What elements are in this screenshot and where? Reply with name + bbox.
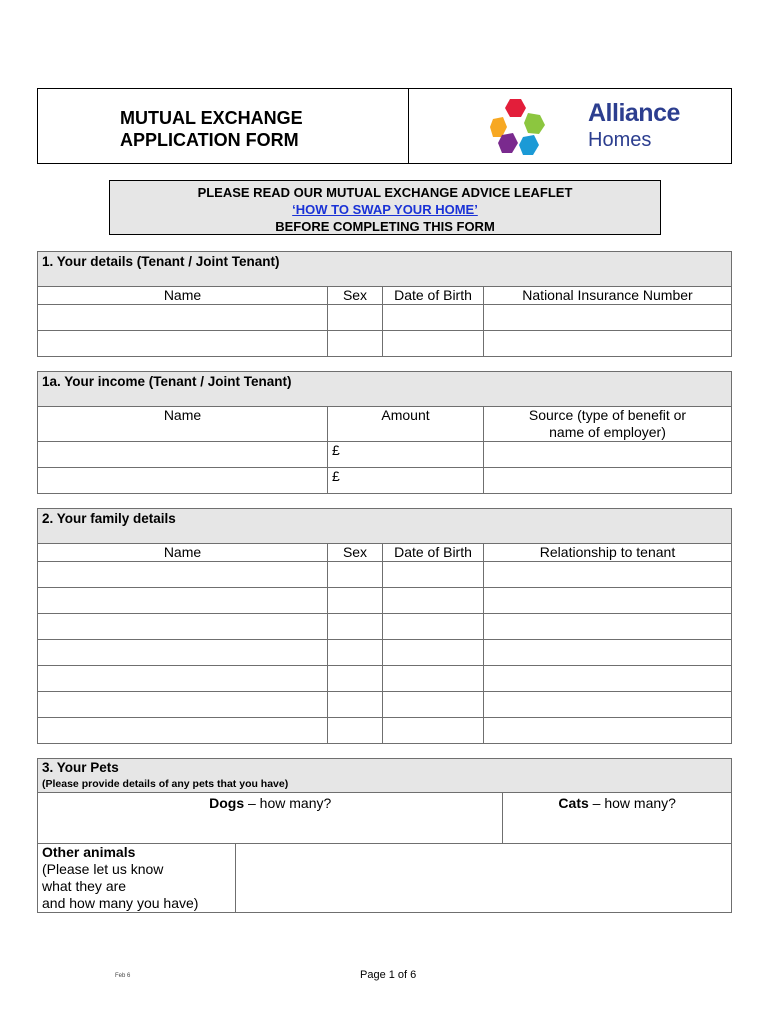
source-field[interactable] [484,442,732,468]
advice-leaflet-link[interactable]: ‘HOW TO SWAP YOUR HOME’ [292,202,478,217]
dob-field[interactable] [383,331,484,357]
section3-header [38,759,732,793]
table-row [38,588,732,614]
sex-field[interactable] [328,692,383,718]
sex-field[interactable] [328,718,383,744]
dob-field[interactable] [383,562,484,588]
section3-subtitle: (Please provide details of any pets that you have) [42,778,289,790]
form-title-cell [38,89,409,163]
table-row [38,666,732,692]
form-header [37,88,732,164]
col-dob: Date of Birth [383,287,484,305]
table-row [38,640,732,666]
name-field[interactable] [38,442,328,468]
relationship-field[interactable] [484,666,732,692]
relationship-field[interactable] [484,718,732,744]
col-source: Source (type of benefit or name of employer) [484,407,732,442]
name-field[interactable] [38,614,328,640]
col-sex: Sex [328,544,383,562]
name-field[interactable] [38,331,328,357]
dob-field[interactable] [383,718,484,744]
family-details-table [37,508,732,744]
col-name: Name [38,407,328,442]
dogs-field[interactable]: Dogs – how many? [38,793,503,844]
amount-field[interactable] [328,468,484,494]
name-field[interactable] [38,718,328,744]
name-field[interactable] [38,692,328,718]
name-field[interactable] [38,666,328,692]
other-animals-label: Other animals (Please let us know what they are and how many you have) [38,844,236,913]
sex-field[interactable] [328,614,383,640]
relationship-field[interactable] [484,692,732,718]
cats-field[interactable]: Cats – how many? [503,793,732,844]
dob-field[interactable] [383,692,484,718]
ni-field[interactable] [484,331,732,357]
advice-line3: BEFORE COMPLETING THIS FORM [275,219,495,234]
name-field[interactable] [38,468,328,494]
section1a-title: 1a. Your income (Tenant / Joint Tenant) [38,372,732,407]
alliance-logo-icon [490,97,580,157]
table-row [38,562,732,588]
currency-symbol: £ [332,468,340,484]
col-name: Name [38,287,328,305]
col-dob: Date of Birth [383,544,484,562]
pets-table [37,758,732,913]
table-row [38,718,732,744]
relationship-field[interactable] [484,588,732,614]
dob-field[interactable] [383,640,484,666]
dob-field[interactable] [383,588,484,614]
table-row [38,305,732,331]
sex-field[interactable] [328,640,383,666]
source-field[interactable] [484,468,732,494]
logo-subname: Homes [588,129,652,151]
section2-title: 2. Your family details [38,509,732,544]
advice-notice [109,180,661,235]
section3-title: 3. Your Pets [42,760,119,775]
logo-name: Alliance [588,99,680,127]
tenant-details-table [37,251,732,357]
relationship-field[interactable] [484,614,732,640]
col-name: Name [38,544,328,562]
ni-field[interactable] [484,305,732,331]
table-row [38,468,732,494]
sex-field[interactable] [328,666,383,692]
logo-cell [410,89,731,163]
form-title: MUTUAL EXCHANGE APPLICATION FORM [120,108,303,150]
currency-symbol: £ [332,442,340,458]
other-animals-field[interactable] [236,844,732,913]
table-row [38,614,732,640]
footer-code: Feb 6 [115,973,131,979]
dob-field[interactable] [383,305,484,331]
sex-field[interactable] [328,305,383,331]
tenant-income-table [37,371,732,494]
dob-field[interactable] [383,614,484,640]
col-amount: Amount [328,407,484,442]
page-number: Page 1 of 6 [360,969,417,981]
dob-field[interactable] [383,666,484,692]
advice-line1: PLEASE READ OUR MUTUAL EXCHANGE ADVICE LEAFLET [197,185,573,200]
name-field[interactable] [38,588,328,614]
table-row [38,442,732,468]
amount-field[interactable] [328,442,484,468]
name-field[interactable] [38,562,328,588]
table-row [38,692,732,718]
name-field[interactable] [38,640,328,666]
col-relationship: Relationship to tenant [484,544,732,562]
table-row [38,331,732,357]
relationship-field[interactable] [484,640,732,666]
relationship-field[interactable] [484,562,732,588]
sex-field[interactable] [328,562,383,588]
section1-title: 1. Your details (Tenant / Joint Tenant) [38,252,732,287]
name-field[interactable] [38,305,328,331]
sex-field[interactable] [328,588,383,614]
col-sex: Sex [328,287,383,305]
col-ni-number: National Insurance Number [484,287,732,305]
sex-field[interactable] [328,331,383,357]
